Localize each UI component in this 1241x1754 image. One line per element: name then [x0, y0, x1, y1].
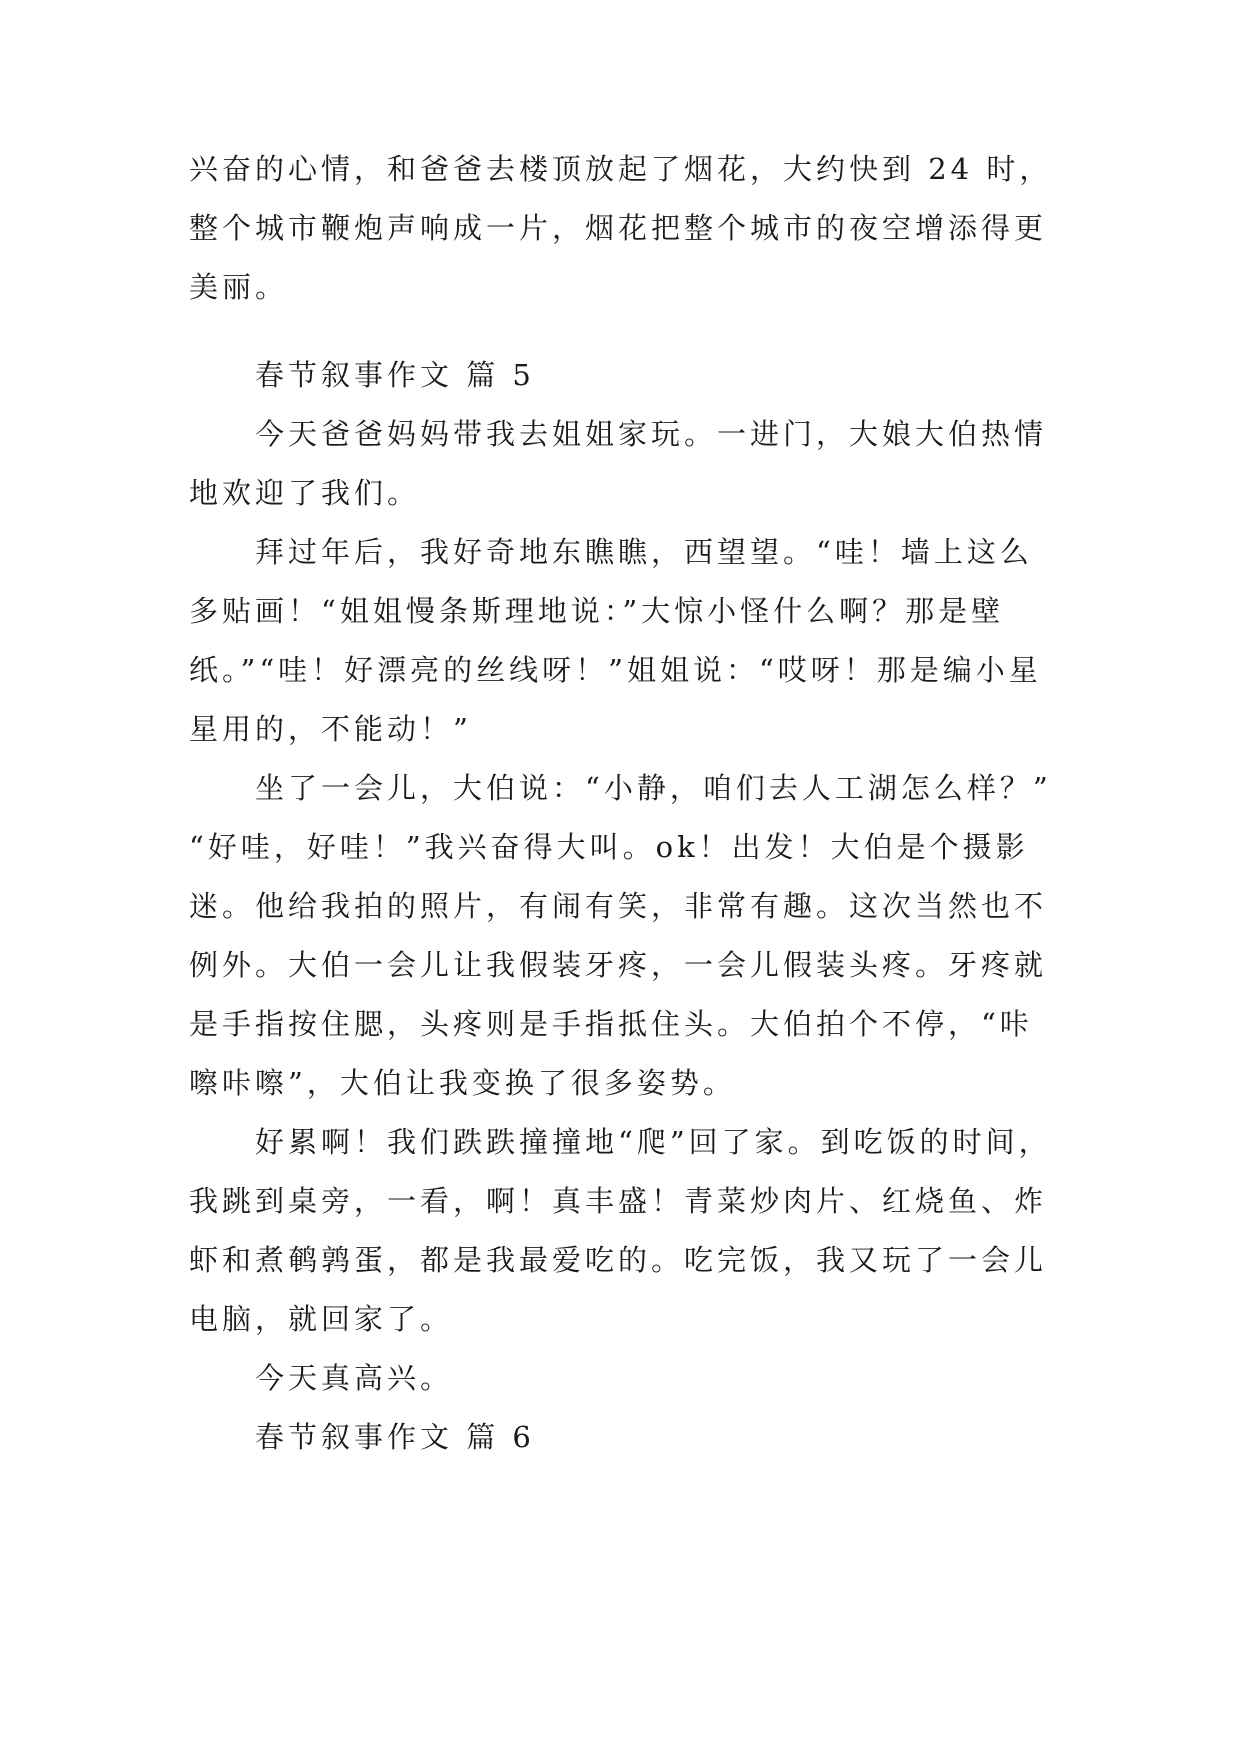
text-line: 整个城市鞭炮声响成一片，烟花把整个城市的夜空增添得更 [189, 211, 1048, 245]
text-line: 嚓咔嚓”，大伯让我变换了很多姿势。 [189, 1066, 736, 1100]
text-line: 兴奋的心情，和爸爸去楼顶放起了烟花，大约快到 24 时， [189, 152, 1053, 186]
section-heading: 春节叙事作文 篇 5 [255, 358, 535, 392]
text-line: 电脑，就回家了。 [189, 1302, 454, 1336]
text-line: 纸。”“哇！好漂亮的丝线呀！”姐姐说：“哎呀！那是编小星 [189, 653, 1042, 687]
text-line: 好累啊！我们跌跌撞撞地“爬”回了家。到吃饭的时间， [255, 1125, 1052, 1159]
text-line: 虾和煮鹌鹑蛋，都是我最爱吃的。吃完饭，我又玩了一会儿 [189, 1243, 1048, 1277]
text-line: 多贴画！“姐姐慢条斯理地说：”大惊小怪什么啊？那是壁 [189, 594, 1005, 628]
text-line: 拜过年后，我好奇地东瞧瞧，西望望。“哇！墙上这么 [255, 535, 1033, 569]
text-line: 我跳到桌旁，一看，啊！真丰盛！青菜炒肉片、红烧鱼、炸 [189, 1184, 1048, 1218]
text-line: “好哇，好哇！”我兴奋得大叫。ok！出发！大伯是个摄影 [189, 830, 1029, 864]
text-line: 迷。他给我拍的照片，有闹有笑，非常有趣。这次当然也不 [189, 889, 1048, 923]
text-line: 坐了一会儿，大伯说：“小静，咱们去人工湖怎么样？” [255, 771, 1052, 805]
text-line: 今天爸爸妈妈带我去姐姐家玩。一进门，大娘大伯热情 [255, 417, 1048, 451]
continuation-paragraph [189, 140, 1069, 317]
section-5 [189, 346, 1069, 1408]
text-line: 星用的，不能动！” [189, 712, 472, 746]
section-6 [189, 1408, 1069, 1467]
section-heading: 春节叙事作文 篇 6 [255, 1420, 535, 1454]
text-line: 地欢迎了我们。 [189, 476, 421, 510]
text-line: 今天真高兴。 [255, 1361, 454, 1395]
text-line: 例外。大伯一会儿让我假装牙疼，一会儿假装头疼。牙疼就 [189, 948, 1048, 982]
text-line: 美丽。 [189, 270, 289, 304]
text-line: 是手指按住腮，头疼则是手指抵住头。大伯拍个不停，“咔 [189, 1007, 1033, 1041]
